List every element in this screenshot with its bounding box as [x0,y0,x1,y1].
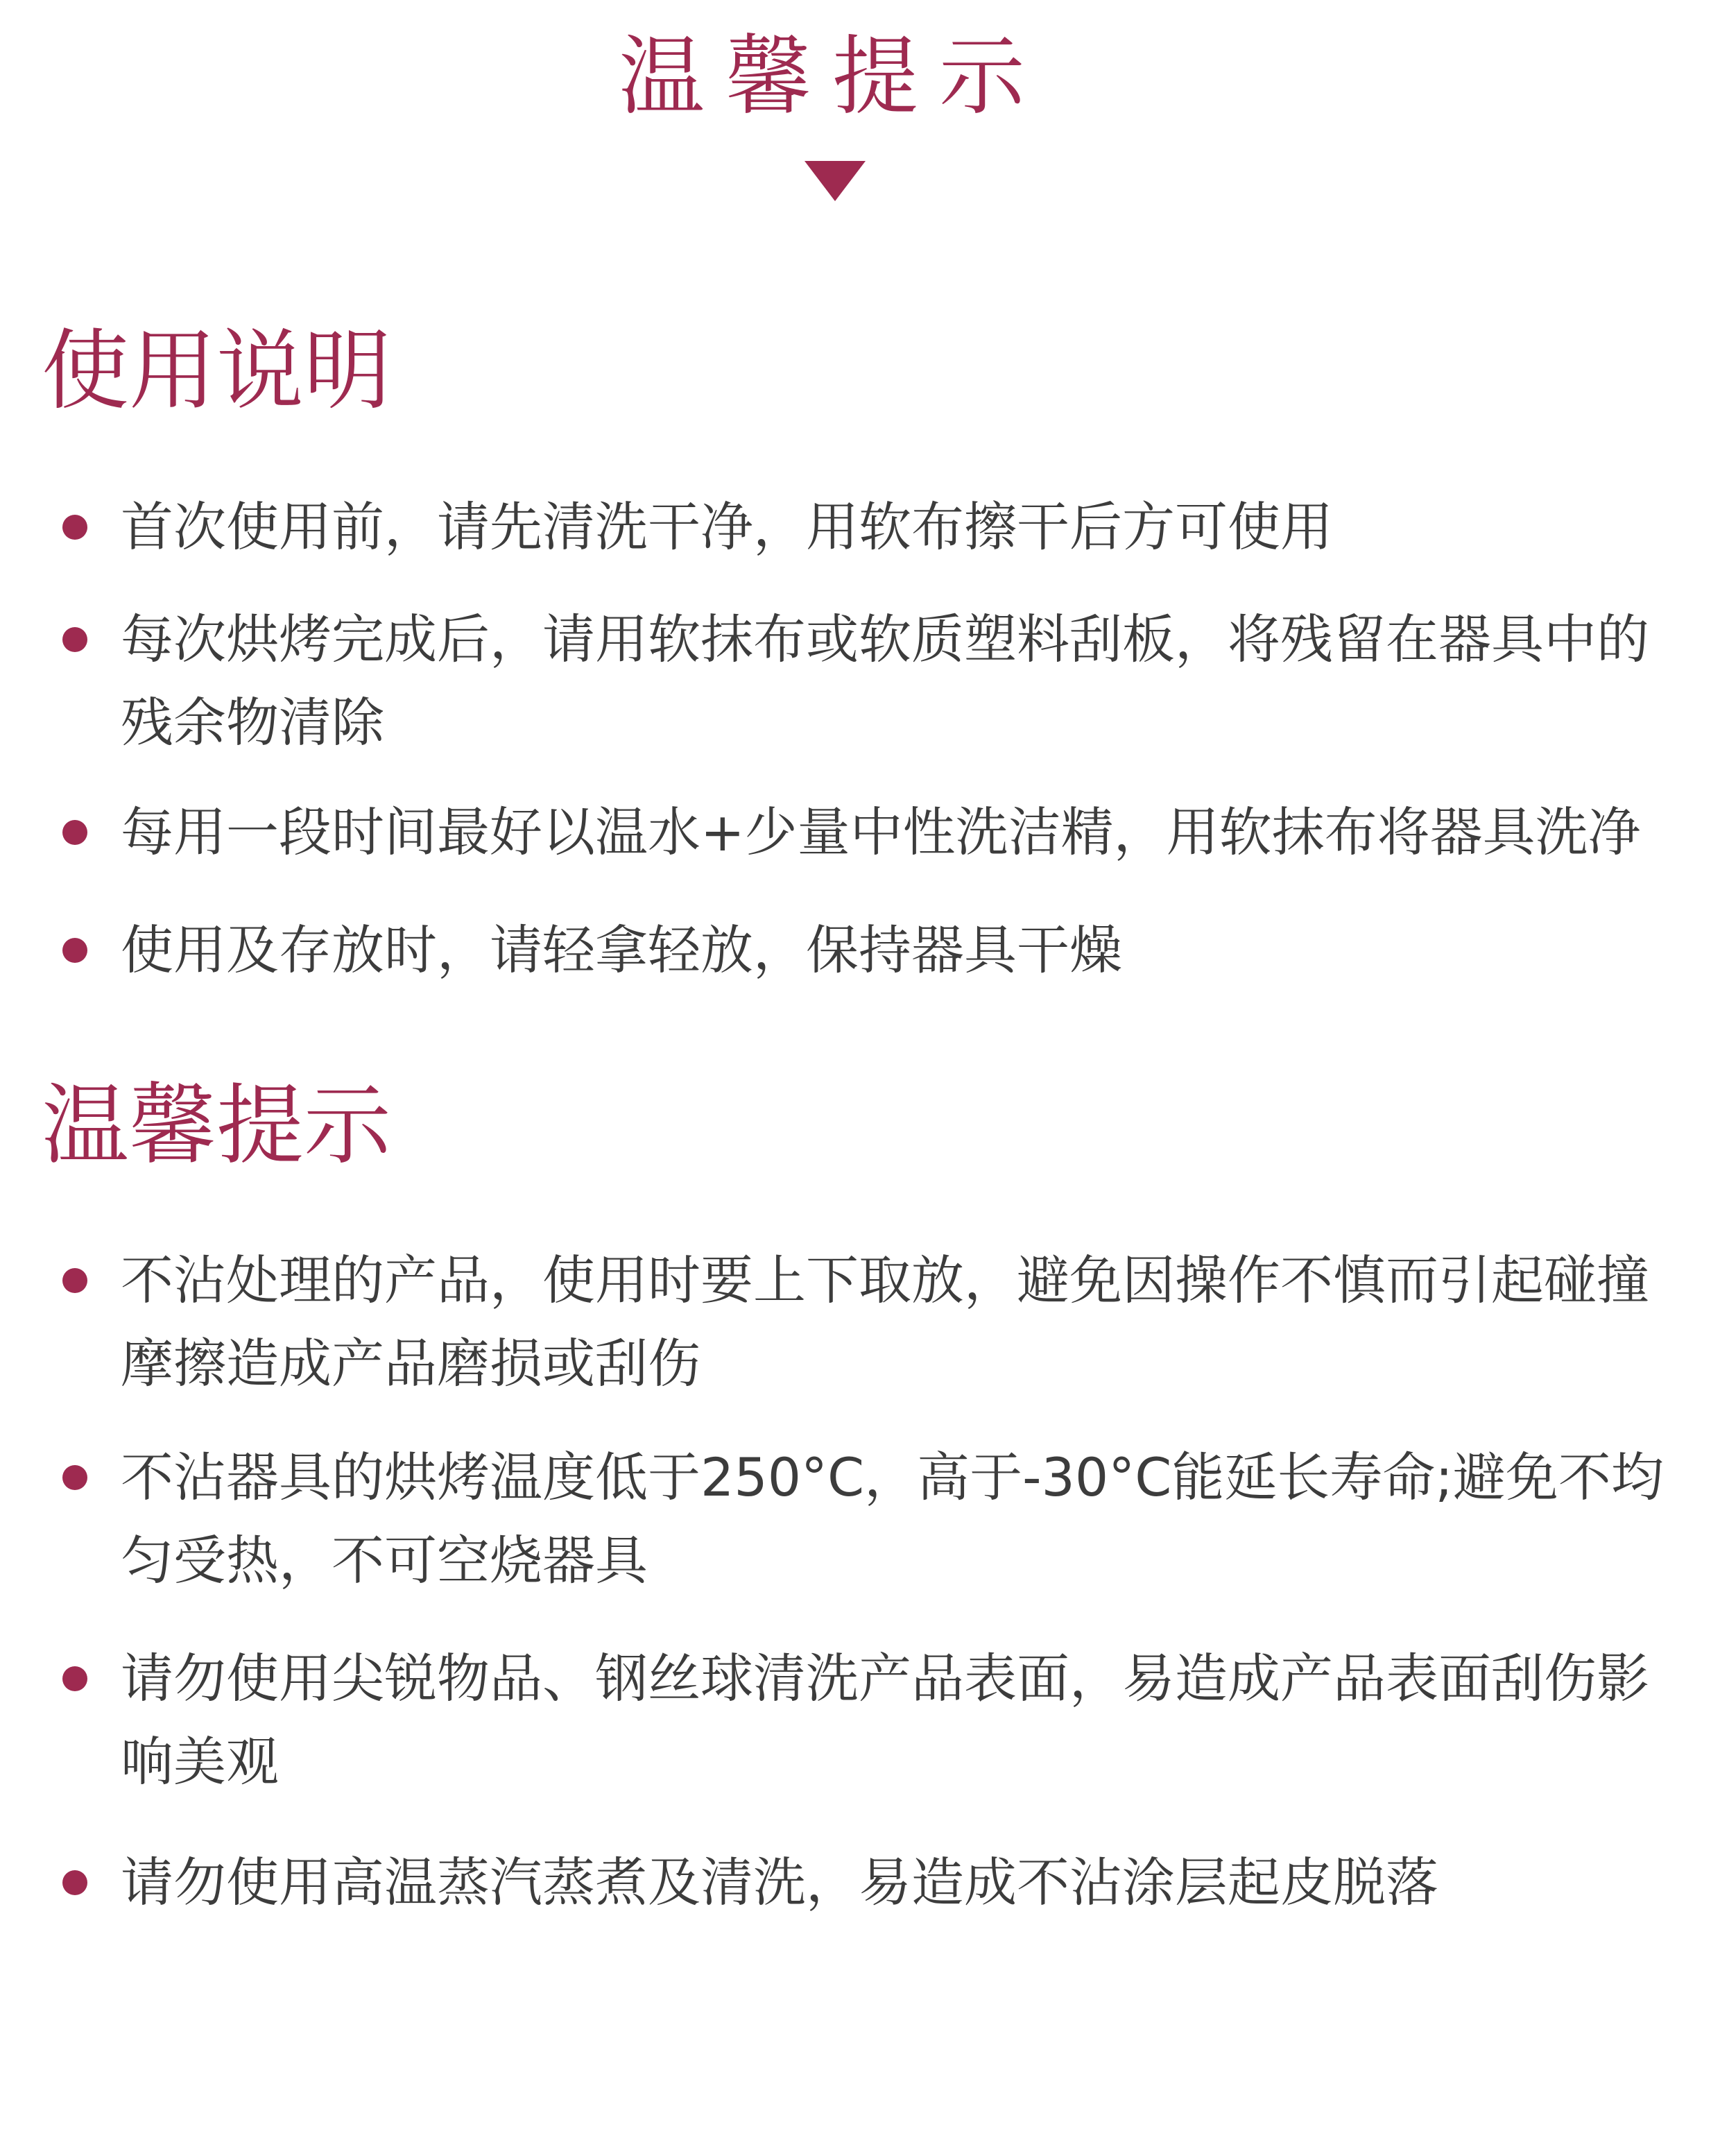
list-item-text: 每次烘烤完成后，请用软抹布或软质塑料刮板，将残留在器具中的残余物清除 [121,608,1649,753]
list-item-text: 请勿使用高温蒸汽蒸煮及清洗，易造成不沾涂层起皮脱落 [121,1851,1438,1913]
bullet-dot-icon [62,820,87,845]
bullet-dot-icon [62,627,87,652]
bullet-dot-icon [62,938,87,963]
usage-heading: 使用说明 [42,320,391,422]
list-item-text: 首次使用前，请先清洗干净，用软布擦干后方可使用 [121,496,1333,558]
tips-heading: 温馨提示 [42,1075,391,1177]
list-item-text: 请勿使用尖锐物品、钢丝球清洗产品表面，易造成产品表面刮伤影响美观 [121,1648,1649,1793]
bullet-dot-icon [62,515,87,540]
list-item-text: 不沾处理的产品，使用时要上下取放，避免因操作不慎而引起碰撞摩擦造成产品磨损或刮伤 [121,1249,1649,1394]
down-arrow-icon [805,161,866,201]
list-item-text: 不沾器具的烘烤温度低于250°C，高于-30°C能延长寿命;避免不均匀受热，不可空烧器具 [121,1446,1664,1591]
bullet-dot-icon [62,1666,87,1691]
list-item-text: 每用一段时间最好以温水+少量中性洗洁精，用软抹布将器具洗净 [121,801,1641,863]
page-title: 温馨提示 [618,27,1046,127]
bullet-dot-icon [62,1870,87,1895]
bullet-dot-icon [62,1268,87,1293]
bullet-dot-icon [62,1465,87,1490]
list-item-text: 使用及存放时，请轻拿轻放，保持器具干燥 [121,919,1122,981]
